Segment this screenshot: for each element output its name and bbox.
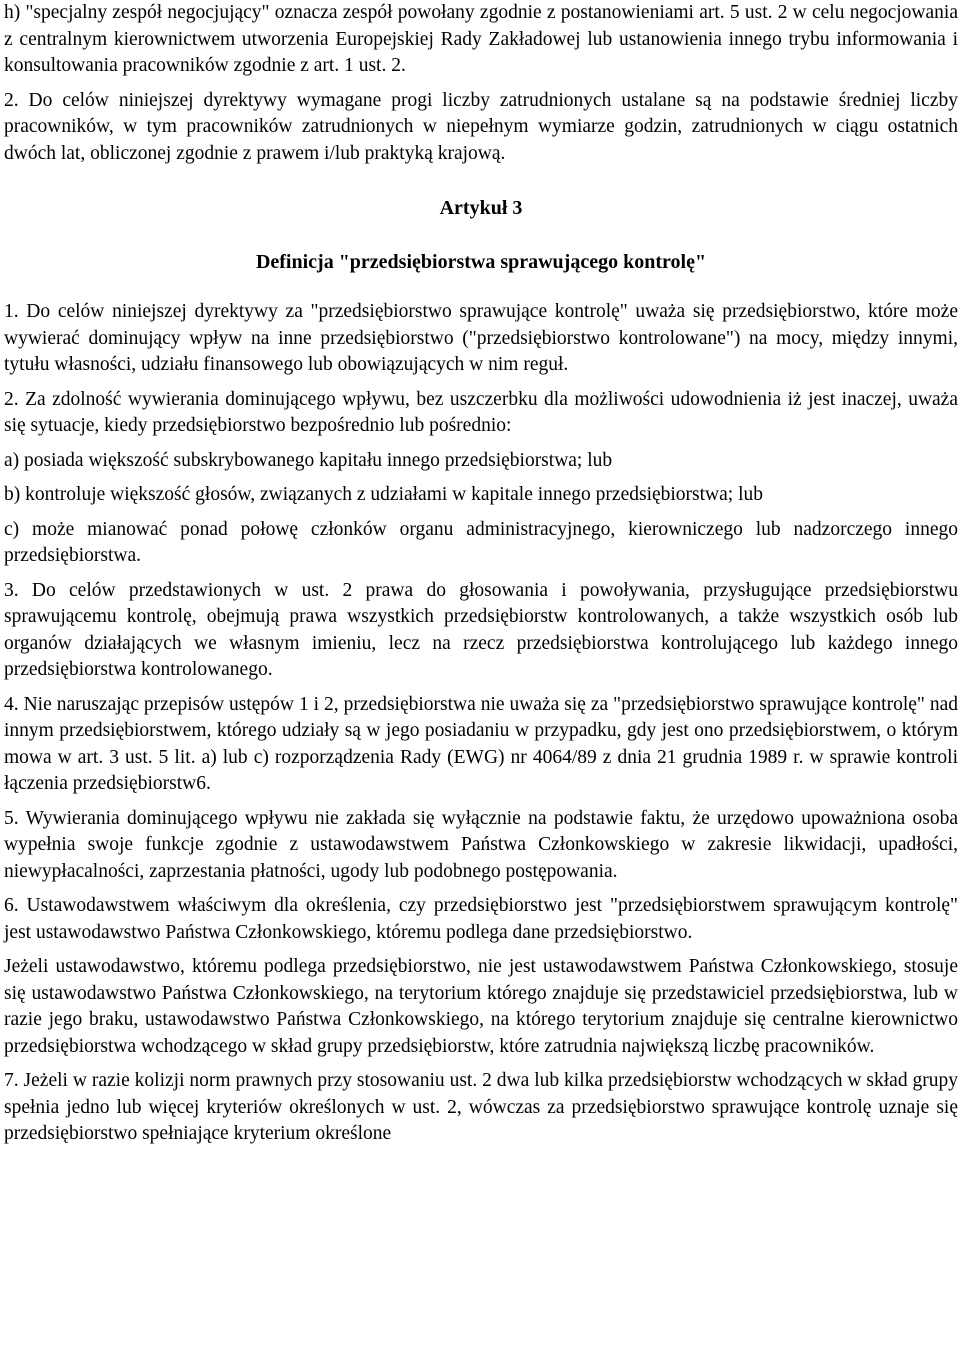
paragraph-2: 2. Za zdolność wywierania dominującego wpływu, bez uszczerbku dla możliwości udowodnienia iż jest inaczej, uważa się sytuacje, kiedy przedsiębiorstwo bezpośrednio lub pośrednio:	[4, 388, 958, 436]
document-page	[4, 0, 958, 1148]
paragraph-3: 3. Do celów przedstawionych w ust. 2 prawa do głosowania i powoływania, przysługujące przedsiębiorstwu sprawującemu kontrolę, obejmują prawa wszystkich przedsiębiorstw kontrolowanych, a także wszystkich osób lub organów działających we własnym imieniu, lecz na rzecz przedsiębiorstwa kontrolującego lub każdego innego przedsiębiorstwa kontrolowanego.	[4, 579, 958, 680]
paragraph-1: 1. Do celów niniejszej dyrektywy za "przedsiębiorstwo sprawujące kontrolę" uważa się przedsiębiorstwo, które może wywierać dominujący wpływ na inne przedsiębiorstwo ("przedsiębiorstwo kontrolowane") na mocy, między innymi, tytułu własności, udziału finansowego lub obowiązujących w nim reguł.	[4, 301, 958, 375]
paragraph-2-thresholds: 2. Do celów niniejszej dyrektywy wymagane progi liczby zatrudnionych ustalane są na podstawie średniej liczby pracowników, w tym pracowników zatrudnionych w niepełnym wymiarze godzin, zatrudnionych w ciągu ostatnich dwóch lat, obliczonej zgodnie z prawem i/lub praktyką krajową.	[4, 89, 958, 164]
paragraph-7: 7. Jeżeli w razie kolizji norm prawnych przy stosowaniu ust. 2 dwa lub kilka przedsiębiorstw wchodzących w skład grupy spełnia jedno lub więcej kryteriów określonych w ust. 2, wówczas za przedsiębiorstwo sprawujące kontrolę uznaje się przedsiębiorstwo spełniające kryterium określone	[4, 1070, 958, 1144]
article-title: Artykuł 3	[439, 197, 523, 219]
paragraph-6: 6. Ustawodawstwem właściwym dla określenia, czy przedsiębiorstwo jest "przedsiębiorstwem sprawującym kontrolę" jest ustawodawstwo Państwa Członkowskiego, któremu podlega dane przedsiębiorstwo.	[4, 895, 958, 943]
article-subtitle: Definicja "przedsiębiorstwa sprawującego kontrolę"	[255, 250, 707, 273]
list-item-a: a) posiada większość subskrybowanego kapitału innego przedsiębiorstwa; lub	[4, 449, 613, 471]
paragraph-definition-h: h) "specjalny zespół negocjujący" oznacza zespół powołany zgodnie z postanowieniami art. 5 ust. 2 w celu negocjowania z centralnym kierownictwem utworzenia Europejskiej Rady Zakładowej lub ustanowienia innego trybu informowania i konsultowania pracowników zgodnie z art. 1 ust. 2.	[4, 2, 958, 76]
list-item-b: b) kontroluje większość głosów, związanych z udziałami w kapitale innego przedsiębiorstwa; lub	[4, 484, 764, 505]
paragraph-5: 5. Wywierania dominującego wpływu nie zakłada się wyłącznie na podstawie faktu, że urzędowo upoważniona osoba wypełnia swoje funkcje zgodnie z ustawodawstwem Państwa Członkowskiego w zakresie likwidacji, upadłości, niewypłacalności, zaprzestania płatności, ugody lub podobnego postępowania.	[4, 807, 958, 882]
list-item-c: c) może mianować ponad połowę członków organu administracyjnego, kierowniczego lub nadzorczego innego przedsiębiorstwa.	[4, 518, 958, 566]
paragraph-6-continued: Jeżeli ustawodawstwo, któremu podlega przedsiębiorstwo, nie jest ustawodawstwem Państwa Członkowskiego, stosuje się ustawodawstwo Państwa Członkowskiego, na terytorium którego znajduje się przedstawiciel przedsiębiorstwa, lub w razie jego braku, ustawodawstwo Państwa Członkowskiego, na którego terytorium znajduje się centralne kierownictwo przedsiębiorstwa wchodzącego w skład grupy przedsiębiorstw, które zatrudnia największą liczbę pracowników.	[4, 956, 958, 1057]
paragraph-4: 4. Nie naruszając przepisów ustępów 1 i 2, przedsiębiorstwa nie uważa się za "przedsiębiorstwo sprawujące kontrolę" nad innym przedsiębiorstwem, którego udziały są w jego posiadaniu w przypadku, gdy jest ono przedsiębiorstwem, o którym mowa w art. 3 ust. 5 lit. a) lub c) rozporządzenia Rady (EWG) nr 4064/89 z dnia 21 grudnia 1989 r. w sprawie kontroli łączenia przedsiębiorstw6.	[4, 693, 958, 794]
